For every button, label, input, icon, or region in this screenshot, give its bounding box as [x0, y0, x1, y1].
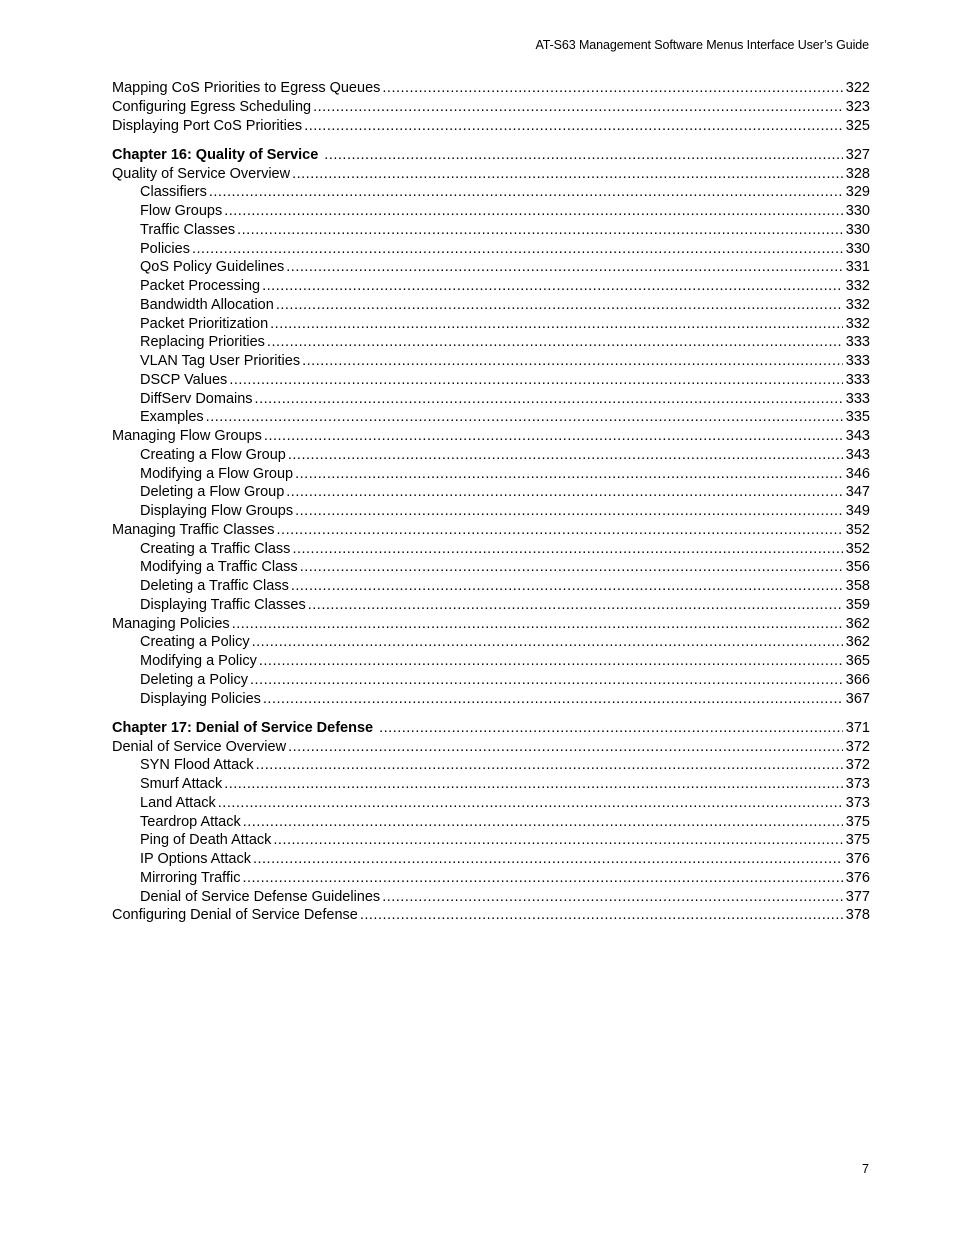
toc-entry-page: 352 — [845, 540, 870, 557]
toc-entry-title: Flow Groups — [140, 203, 223, 219]
toc-entry-page: 332 — [845, 296, 870, 313]
toc-dot-leader — [273, 831, 842, 850]
toc-dot-leader — [243, 813, 843, 832]
toc-entry-page: 331 — [845, 259, 870, 276]
toc-entry-title: Smurf Attack — [140, 776, 223, 792]
toc-dot-leader — [242, 869, 842, 888]
toc-entry-title: Creating a Policy — [140, 634, 250, 651]
toc-entry[interactable] — [112, 756, 870, 775]
toc-entry-title: Modifying a Policy — [140, 653, 257, 669]
toc-entry-page: 375 — [845, 813, 870, 830]
toc-entry-page: 367 — [845, 690, 870, 707]
toc-dot-leader — [259, 652, 843, 671]
toc-entry-title: QoS Policy Guidelines — [140, 259, 285, 276]
toc-entry[interactable] — [112, 352, 870, 371]
toc-entry[interactable] — [112, 577, 870, 596]
toc-entry-page: 371 — [845, 719, 870, 736]
toc-entry[interactable] — [112, 775, 870, 794]
toc-entry[interactable] — [112, 540, 870, 559]
toc-entry-page: 329 — [845, 184, 870, 201]
toc-entry-title: DSCP Values — [140, 371, 228, 388]
toc-entry-page: 362 — [845, 634, 870, 651]
toc-dot-leader — [250, 671, 843, 690]
toc-entry[interactable] — [112, 296, 870, 315]
toc-entry-page: 343 — [845, 428, 870, 444]
toc-dot-leader — [253, 850, 843, 869]
toc-entry-title: Denial of Service Defense Guidelines — [140, 888, 381, 905]
toc-entry[interactable] — [112, 794, 870, 813]
toc-entry-title: Displaying Policies — [140, 690, 261, 707]
toc-entry[interactable] — [112, 850, 870, 869]
toc-entry-page: 333 — [845, 390, 870, 407]
toc-dot-leader — [288, 738, 843, 757]
toc-dot-leader — [300, 558, 843, 577]
toc-entry[interactable] — [112, 906, 870, 925]
toc-dot-leader — [255, 390, 843, 409]
toc-entry[interactable] — [112, 390, 870, 409]
toc-dot-leader — [224, 202, 843, 221]
toc-dot-leader — [263, 690, 843, 709]
toc-entry[interactable] — [112, 615, 870, 634]
toc-dot-leader — [192, 240, 843, 259]
toc-entry[interactable] — [112, 690, 870, 709]
toc-entry-title: Modifying a Flow Group — [140, 465, 294, 482]
toc-entry[interactable] — [112, 465, 870, 484]
toc-entry-title: Managing Flow Groups — [112, 428, 262, 444]
toc-dot-leader — [292, 165, 843, 184]
toc-entry-title: Examples — [140, 409, 204, 426]
toc-entry[interactable] — [112, 831, 870, 850]
toc-entry-page: 332 — [845, 278, 870, 294]
toc-entry-title: Deleting a Traffic Class — [140, 578, 289, 594]
toc-entry[interactable] — [112, 446, 870, 465]
toc-chapter-entry[interactable] — [112, 146, 870, 165]
toc-entry[interactable] — [112, 98, 870, 117]
toc-entry-page: 358 — [845, 578, 870, 594]
toc-entry-title: Ping of Death Attack — [140, 832, 272, 849]
toc-dot-leader — [209, 183, 843, 202]
toc-dot-leader — [302, 352, 843, 371]
toc-dot-leader — [270, 315, 843, 334]
toc-entry-title: Chapter 16: Quality of Service — [112, 146, 319, 163]
toc-entry-title: Deleting a Flow Group — [140, 484, 285, 501]
toc-entry[interactable] — [112, 813, 870, 832]
running-header: AT-S63 Management Software Menus Interface User’s Guide — [535, 38, 869, 52]
toc-entry-page: 362 — [845, 615, 870, 632]
toc-entry-title: SYN Flood Attack — [140, 757, 254, 774]
toc-entry[interactable] — [112, 258, 870, 277]
toc-entry-page: 343 — [845, 446, 870, 463]
toc-entry-title: Replacing Priorities — [140, 334, 265, 351]
toc-entry-page: 322 — [845, 80, 870, 96]
toc-entry[interactable] — [112, 652, 870, 671]
toc-entry-page: 365 — [845, 653, 870, 669]
toc-entry-title: IP Options Attack — [140, 851, 251, 867]
toc-entry[interactable] — [112, 371, 870, 390]
toc-entry[interactable] — [112, 521, 870, 540]
toc-entry-page: 323 — [845, 98, 870, 115]
toc-entry[interactable] — [112, 333, 870, 352]
page-number: 7 — [862, 1162, 869, 1176]
toc-entry-title: Traffic Classes — [140, 221, 236, 238]
toc-dot-leader — [324, 146, 843, 165]
toc-entry-title: Configuring Egress Scheduling — [112, 98, 312, 115]
toc-entry[interactable] — [112, 315, 870, 334]
toc-dot-leader — [232, 615, 843, 634]
toc-entry-page: 328 — [845, 165, 870, 182]
toc-entry-title: Displaying Port CoS Priorities — [112, 117, 303, 134]
toc-entry[interactable] — [112, 183, 870, 202]
toc-dot-leader — [229, 371, 842, 390]
toc-entry-title: Creating a Flow Group — [140, 446, 286, 463]
toc-entry-page: 373 — [845, 776, 870, 792]
toc-dot-leader — [262, 277, 843, 296]
toc-entry-title: DiffServ Domains — [140, 390, 253, 407]
toc-dot-leader — [256, 756, 843, 775]
toc-entry[interactable] — [112, 221, 870, 240]
toc-entry-page: 377 — [845, 888, 870, 905]
toc-entry[interactable] — [112, 633, 870, 652]
toc-dot-leader — [382, 79, 842, 98]
toc-entry[interactable] — [112, 888, 870, 907]
toc-entry-title: Displaying Traffic Classes — [140, 596, 306, 613]
toc-entry-page: 333 — [845, 334, 870, 351]
toc-entry-title: Teardrop Attack — [140, 813, 241, 830]
toc-entry-page: 333 — [845, 353, 870, 369]
toc-entry-page: 352 — [845, 521, 870, 538]
toc-entry-title: Configuring Denial of Service Defense — [112, 907, 358, 924]
table-of-contents — [112, 79, 870, 925]
toc-entry[interactable] — [112, 738, 870, 757]
toc-dot-leader — [286, 483, 843, 502]
toc-entry-title: Displaying Flow Groups — [140, 503, 294, 519]
toc-entry-title: Packet Prioritization — [140, 315, 269, 332]
toc-entry-page: 356 — [845, 559, 870, 576]
toc-dot-leader — [267, 333, 843, 352]
toc-entry-page: 330 — [845, 221, 870, 238]
toc-dot-leader — [276, 296, 843, 315]
toc-entry-page: 376 — [845, 869, 870, 886]
toc-dot-leader — [252, 633, 843, 652]
toc-dot-leader — [292, 540, 842, 559]
toc-entry[interactable] — [112, 277, 870, 296]
toc-chapter-entry[interactable] — [112, 719, 870, 738]
toc-entry-page: 349 — [845, 503, 870, 519]
toc-entry-page: 330 — [845, 240, 870, 257]
toc-dot-leader — [313, 98, 843, 117]
toc-dot-leader — [218, 794, 843, 813]
toc-entry-title: Policies — [140, 240, 190, 257]
toc-dot-leader — [237, 221, 843, 240]
toc-entry-title: Deleting a Policy — [140, 671, 248, 688]
toc-entry-title: Classifiers — [140, 184, 207, 201]
toc-dot-leader — [206, 408, 843, 427]
toc-dot-leader — [360, 906, 843, 925]
toc-entry[interactable] — [112, 558, 870, 577]
toc-entry-title: Land Attack — [140, 794, 216, 811]
toc-entry-page: 372 — [845, 738, 870, 755]
toc-entry-title: Quality of Service Overview — [112, 165, 291, 182]
toc-entry-page: 335 — [845, 409, 870, 426]
toc-entry[interactable] — [112, 502, 870, 521]
toc-entry-title: Chapter 17: Denial of Service Defense — [112, 719, 374, 736]
toc-dot-leader — [286, 258, 843, 277]
toc-entry[interactable] — [112, 671, 870, 690]
toc-entry-title: Managing Policies — [112, 615, 230, 632]
toc-entry-page: 366 — [845, 671, 870, 688]
toc-entry-page: 347 — [845, 484, 870, 501]
toc-entry-page: 346 — [845, 465, 870, 482]
toc-entry-title: Modifying a Traffic Class — [140, 559, 298, 576]
toc-entry[interactable] — [112, 117, 870, 136]
toc-entry-page: 359 — [845, 596, 870, 613]
toc-entry-title: VLAN Tag User Priorities — [140, 353, 301, 369]
toc-entry[interactable] — [112, 202, 870, 221]
toc-dot-leader — [291, 577, 843, 596]
toc-dot-leader — [295, 465, 843, 484]
toc-entry-page: 375 — [845, 832, 870, 849]
toc-dot-leader — [379, 719, 843, 738]
toc-dot-leader — [288, 446, 843, 465]
toc-entry-title: Bandwidth Allocation — [140, 296, 274, 313]
toc-entry-page: 325 — [845, 117, 870, 134]
toc-entry-page: 330 — [845, 203, 870, 219]
toc-dot-leader — [308, 596, 843, 615]
toc-entry-page: 378 — [845, 907, 870, 924]
toc-entry-page: 373 — [845, 794, 870, 811]
toc-entry-title: Mapping CoS Priorities to Egress Queues — [112, 80, 381, 96]
toc-dot-leader — [264, 427, 843, 446]
toc-entry-page: 372 — [845, 757, 870, 774]
toc-entry-page: 333 — [845, 371, 870, 388]
toc-dot-leader — [295, 502, 843, 521]
toc-entry-title: Creating a Traffic Class — [140, 540, 291, 557]
toc-entry-page: 327 — [845, 146, 870, 163]
toc-entry-title: Mirroring Traffic — [140, 869, 241, 886]
toc-entry[interactable] — [112, 79, 870, 98]
toc-entry-title: Denial of Service Overview — [112, 738, 287, 755]
toc-entry-title: Packet Processing — [140, 278, 261, 294]
toc-entry[interactable] — [112, 240, 870, 259]
toc-entry-title: Managing Traffic Classes — [112, 521, 275, 538]
toc-entry-page: 376 — [845, 851, 870, 867]
toc-entry[interactable] — [112, 165, 870, 184]
toc-dot-leader — [224, 775, 843, 794]
toc-entry[interactable] — [112, 427, 870, 446]
toc-dot-leader — [304, 117, 843, 136]
toc-dot-leader — [277, 521, 843, 540]
toc-entry-page: 332 — [845, 315, 870, 332]
toc-dot-leader — [382, 888, 843, 907]
toc-entry[interactable] — [112, 408, 870, 427]
toc-entry[interactable] — [112, 596, 870, 615]
toc-entry[interactable] — [112, 869, 870, 888]
toc-entry[interactable] — [112, 483, 870, 502]
